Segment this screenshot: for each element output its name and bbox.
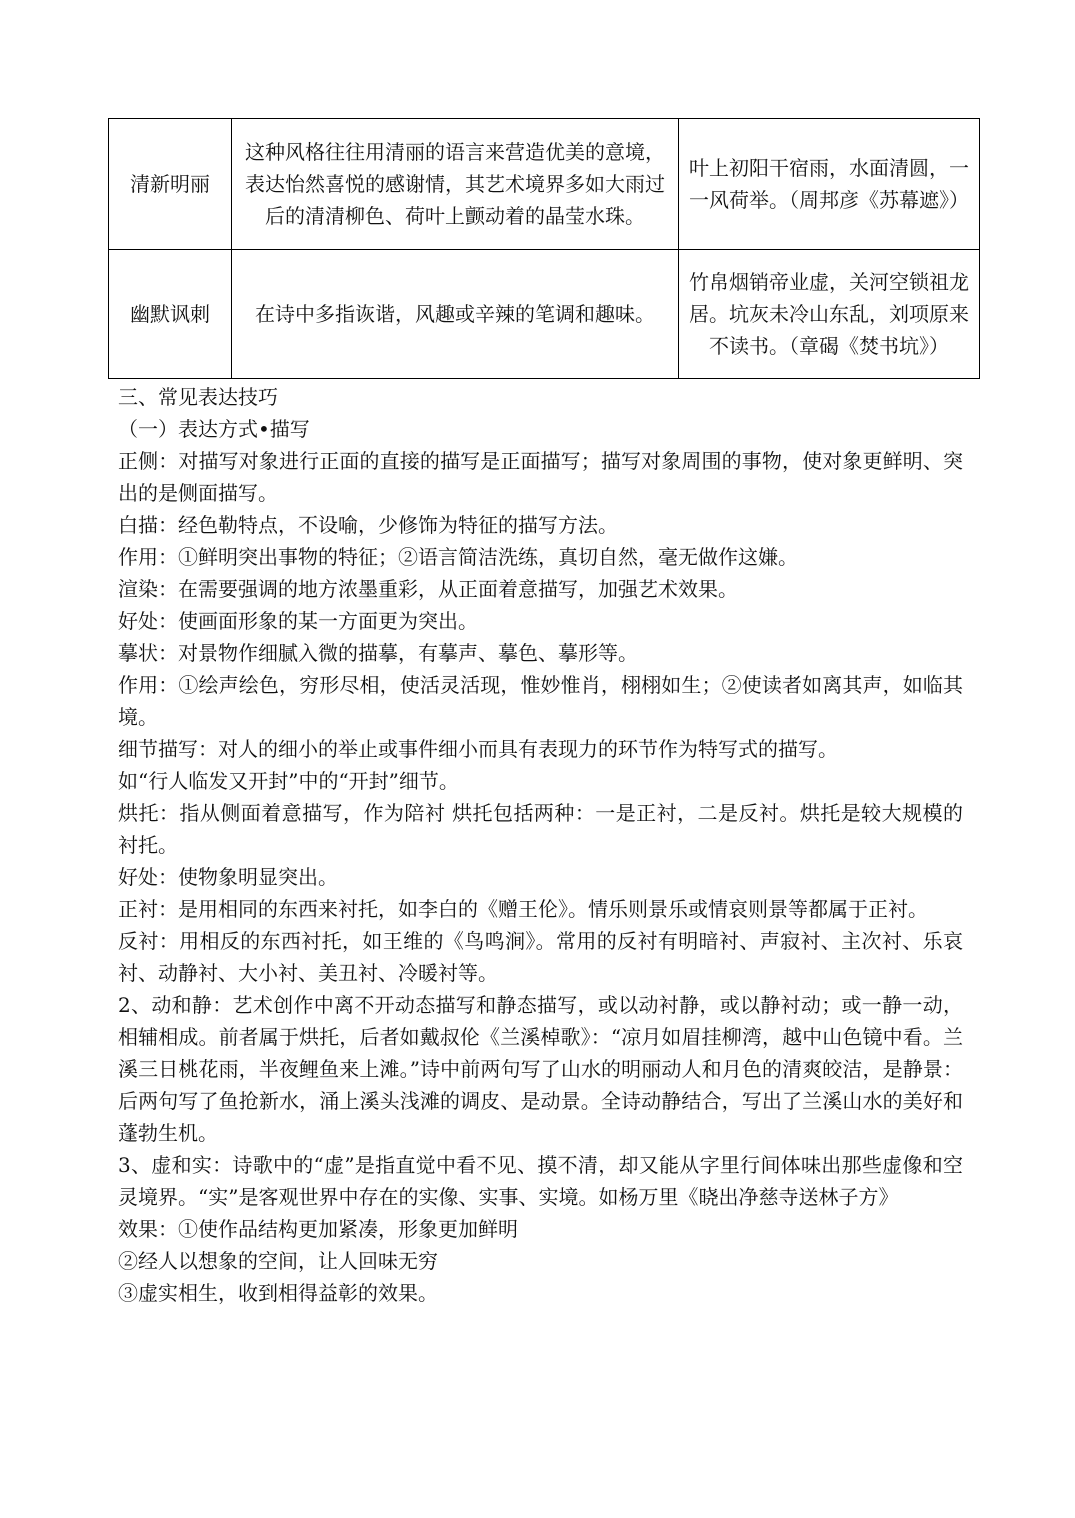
paragraph: 好处：使画面形象的某一方面更为突出。 xyxy=(118,609,478,633)
subsection-heading: （一）表达方式•描写 xyxy=(118,417,310,441)
style-description-cell: 这种风格往往用清丽的语言来营造优美的意境，表达怡然喜悦的感谢情，其艺术境界多如大雨过后的清清柳色、荷叶上颤动着的晶莹水珠。 xyxy=(232,119,679,250)
paragraph: 正侧：对描写对象进行正面的直接的描写是正面描写；描写对象周围的事物，使对象更鲜明、突出的是侧面描写。 xyxy=(118,449,963,505)
paragraph: ②经人以想象的空间，让人回味无穷 xyxy=(118,1249,438,1273)
paragraph: 白描：经色勒特点，不设喻，少修饰为特征的描写方法。 xyxy=(118,513,618,537)
style-name-cell: 幽默讽刺 xyxy=(109,250,232,379)
paragraph: 反衬：用相反的东西衬托，如王维的《鸟鸣涧》。常用的反衬有明暗衬、声寂衬、主次衬、乐哀衬、动静衬、大小衬、美丑衬、冷暖衬等。 xyxy=(118,929,963,985)
paragraph: 2、动和静：艺术创作中离不开动态描写和静态描写，或以动衬静，或以静衬动；或一静一动，相辅相成。前者属于烘托，后者如戴叔伦《兰溪棹歌》：“凉月如眉挂柳湾，越中山色镜中看。兰溪三日桃花雨，半夜鲤鱼来上滩。”诗中前两句写了山水的明丽动人和月色的清爽皎洁，是静景：后两句写了鱼抢新水，涌上溪头浅滩的调皮、是动景。全诗动静结合，写出了兰溪山水的美好和蓬勃生机。 xyxy=(118,993,963,1145)
paragraph: 效果：①使作品结构更加紧凑，形象更加鲜明 xyxy=(118,1217,518,1241)
table-row xyxy=(109,250,980,379)
paragraph: 渲染：在需要强调的地方浓墨重彩，从正面着意描写，加强艺术效果。 xyxy=(118,577,738,601)
paragraph: 正衬：是用相同的东西来衬托，如李白的《赠王伦》。情乐则景乐或情哀则景等都属于正衬。 xyxy=(118,897,928,921)
style-example-cell: 竹帛烟销帝业虚，关河空锁祖龙居。坑灰未冷山东乱，刘项原来不读书。（章碣《焚书坑》） xyxy=(679,250,980,379)
paragraph: 3、虚和实：诗歌中的“虚”是指直觉中看不见、摸不清，却又能从字里行间体味出那些虚像和空灵境界。“实”是客观世界中存在的实像、实事、实境。如杨万里《晓出净慈寺送林子方》 xyxy=(118,1153,963,1209)
table-row xyxy=(109,119,980,250)
style-example-cell: 叶上初阳干宿雨，水面清圆，一一风荷举。（周邦彦《苏幕遮》） xyxy=(679,119,980,250)
style-description-cell: 在诗中多指诙谐，风趣或辛辣的笔调和趣味。 xyxy=(232,250,679,379)
poetry-style-table xyxy=(108,118,980,379)
paragraph: 作用：①鲜明突出事物的特征；②语言简洁洗练，真切自然，毫无做作这嫌。 xyxy=(118,545,798,569)
body-text xyxy=(118,381,963,1309)
paragraph: 摹状：对景物作细腻入微的描摹，有摹声、摹色、摹形等。 xyxy=(118,641,638,665)
style-name-cell: 清新明丽 xyxy=(109,119,232,250)
section-heading: 三、常见表达技巧 xyxy=(118,385,278,409)
paragraph: 烘托：指从侧面着意描写，作为陪衬 烘托包括两种：一是正衬，二是反衬。烘托是较大规模的衬托。 xyxy=(118,801,963,857)
paragraph: 作用：①绘声绘色，穷形尽相，使活灵活现，惟妙惟肖，栩栩如生；②使读者如离其声，如临其境。 xyxy=(118,673,963,729)
paragraph: 好处：使物象明显突出。 xyxy=(118,865,338,889)
paragraph: ③虚实相生，收到相得益彰的效果。 xyxy=(118,1281,438,1305)
paragraph: 如“行人临发又开封”中的“开封”细节。 xyxy=(118,769,459,793)
paragraph: 细节描写：对人的细小的举止或事件细小而具有表现力的环节作为特写式的描写。 xyxy=(118,737,838,761)
